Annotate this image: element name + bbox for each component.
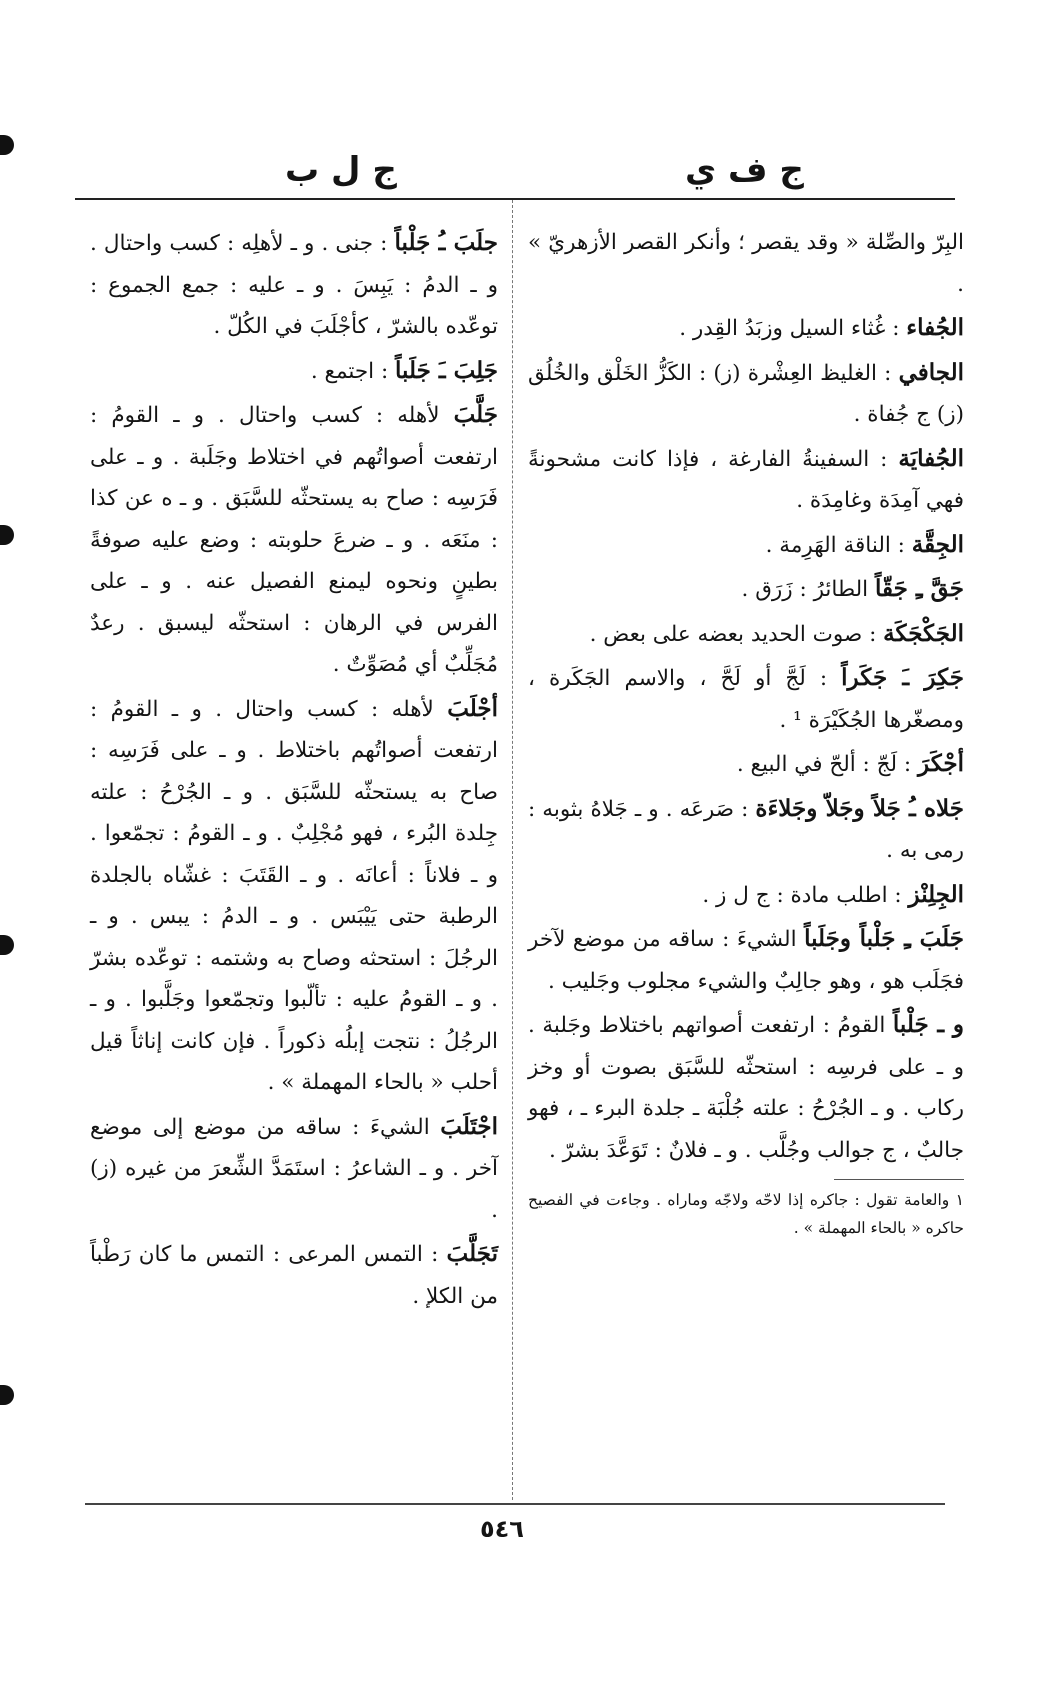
entry-definition: : لَجَّ أو لَحَّ ، والاسم الجَكَرة ، ومصغّرها الجُكَيْرَة ¹ . — [528, 666, 964, 733]
dictionary-entry — [528, 874, 964, 917]
entry-headword: الجافي — [898, 358, 964, 386]
entry-definition: : الناقة الهَرِمة . — [765, 532, 905, 558]
dictionary-entry — [90, 1106, 498, 1232]
entry-headword: جَقَّ ـِ جَقّاً — [874, 575, 964, 602]
entry-definition: : اطلب مادة : ج ل ز . — [702, 882, 902, 908]
entry-headword: جَلَّبَ — [453, 401, 498, 428]
entry-headword: أجْكَرَ — [918, 750, 964, 777]
entry-definition: : التمس المرعى : التمس ما كان رَطْباً من الكلإ . — [90, 1242, 498, 1309]
dictionary-entry — [528, 307, 964, 350]
entry-headword: جَلاه ـُ جَلاً وجَلاّ وجَلاءَة — [755, 794, 964, 822]
dictionary-entry — [528, 222, 964, 305]
entry-headword: الجِلِنْز — [908, 880, 964, 908]
entry-headword: جَلِبَ ـَ جَلَباً — [395, 356, 498, 384]
entry-definition: القومُ : ارتفعت أصواتهم باختلاط وجَلبة . و ـ على فرسِه : استحثّه للسَّبَق بصوت أو وخز ركاب . و ـ الجُرْحُ : علته جُلْبَة ـ جلدة البرء ـ ، فهو جالبٌ ، ج جوالب وجُلَّب . و ـ فلانٌ : تَوَعَّدَ بشرّ . — [528, 1013, 964, 1163]
entry-headword: جَكِرَ ـَ جَكَراً — [841, 664, 964, 691]
entry-definition: : الغليظ العِشْرة (ز) : الكَزُّ الخَلْق والخُلُق (ز) ج جُفاة . — [528, 360, 964, 427]
dictionary-entry — [90, 394, 498, 686]
dictionary-entry — [90, 688, 498, 1104]
entry-definition: : صوت الحديد بعضه على بعض . — [589, 621, 877, 647]
entry-definition: : جنى . و ـ لأهلِه : كسب واحتال . و ـ الدمُ : يَبِسَ . و ـ عليه : جمع الجموع : توعّده بالشرّ ، كأجْلَبَ في الكُلّ . — [90, 231, 498, 339]
dictionary-entry — [528, 352, 964, 436]
dictionary-entry — [90, 222, 498, 348]
dictionary-entry — [90, 1233, 498, 1317]
footer-rule — [85, 1503, 945, 1505]
dictionary-entry — [528, 568, 964, 611]
entry-definition: الشيءَ : ساقه من موضع إلى موضع آخر . و ـ الشاعرُ : استَمَدَّ الشِّعرَ من غيره (ز) . — [90, 1114, 498, 1223]
dictionary-entry — [528, 1004, 964, 1171]
entry-headword: جَلَبَ ـِ جَلْباً وجَلَباً — [804, 925, 964, 952]
entry-definition: : السفينةُ الفارغة ، فإذا كانت مشحونةً فهي آمِدَة وغامِدَة . — [528, 446, 964, 513]
entry-headword: أجْلَبَ — [447, 694, 498, 722]
entry-definition: : غُثاء السيل وزبَدُ القِدر . — [679, 316, 900, 341]
dictionary-entry — [528, 438, 964, 522]
column-divider — [512, 200, 513, 1500]
page-number: ٥٤٦ — [480, 1515, 524, 1543]
entry-headword: الجِقَّة — [911, 530, 964, 558]
dictionary-entry — [528, 657, 964, 741]
scan-edge-mark — [0, 135, 14, 155]
footnote: ١ والعامة تقول : جاكره إذا لاحّه ولاجّه وماراه . وجاءت في الفصيح حاكره « بالحاء المهملة » . — [528, 1191, 964, 1237]
entry-definition: الشيءَ : ساقه من موضع لآخر فجَلَب هو ، وهو جالِبٌ والشيء مجلوب وجَليب . — [528, 927, 964, 994]
entry-definition: لأهله : كسب واحتال . و ـ القومُ : ارتفعت أصواتُهم باختلاط . و ـ على فَرَسِه : صاح به يستحثّه للسَّبَق . و ـ الجُرْحُ : علته جِلدة البُرء ، فهو مُجْلِبٌ . و ـ القومُ : تجمّعوا . و ـ فلاناً : أعانَه . و ـ القَتَبَ : غشّاه بالجلدة الرطبة حتى يَيْبَس . و ـ الدمُ : يبس . و ـ الرجُلَ : استحثه وصاح به وشتمه : توعّده بشرّ . و ـ القومُ عليه : تألّبوا وتجمّعوا وجَلَّبوا . و ـ الرجُلُ : نتجت إبلُه ذكوراً . فإن كانت إناثاً قيل أحلب « بالحاء المهملة » . — [90, 696, 498, 1095]
scan-edge-mark — [0, 525, 14, 545]
right-column — [528, 222, 964, 1242]
entry-headword: تَجَلَّبَ — [446, 1240, 498, 1267]
entry-headword: و ـ جَلْباً — [892, 1011, 965, 1038]
dictionary-entry — [528, 918, 964, 1002]
dictionary-entry — [528, 613, 964, 656]
scan-edge-mark — [0, 1385, 14, 1405]
entry-definition: : لَجّ : ألحّ في البيع . — [736, 752, 912, 777]
entry-headword: الجُفايَة — [898, 444, 964, 472]
dictionary-entry — [528, 524, 964, 567]
entry-headword: الجَكْجَكَة — [883, 619, 964, 647]
entry-headword: اجْتَلَبَ — [440, 1112, 498, 1140]
entry-definition: البِرّ والصِّلة « وقد يقصر ؛ وأنكر القصر الأزهريّ » . — [528, 230, 964, 297]
left-column — [90, 222, 498, 1319]
entry-definition: : اجتمع . — [310, 358, 389, 384]
dictionary-entry — [528, 788, 964, 872]
dictionary-entry — [90, 350, 498, 393]
entry-headword: جلَبَ ـُ جَلْباً — [394, 229, 498, 256]
scan-edge-mark — [0, 935, 14, 955]
header-root-left: ج ل ب — [285, 150, 397, 190]
entry-definition: لأهله : كسب واحتال . و ـ القومُ : ارتفعت أصواتُهم في اختلاط وجَلَبة . و ـ على فَرَسِه : صاح به يستحثّه للسَّبَق . و ـ ه عن كذا : منَعَه . و ـ ضرعَ حلوبته : وضع عليه صوفةً بطينٍ ونحوه ليمنع الفصيل عنه . و ـ على الفرس في الرهان : استحثّه ليسبق . رعدٌ مُجَلِّبٌ أي مُصَوِّتٌ . — [90, 403, 498, 677]
dictionary-entry — [528, 743, 964, 786]
entry-definition: : صَرعَه . و ـ جَلاهُ بثوبه : رمى به . — [528, 796, 964, 863]
entry-headword: الجُفاء — [906, 314, 964, 341]
footnote-rule — [834, 1179, 964, 1180]
header-root-right: ج ف ي — [685, 150, 804, 190]
header-rule — [75, 198, 955, 200]
entry-definition: الطائرُ : زَرَق . — [741, 577, 869, 602]
